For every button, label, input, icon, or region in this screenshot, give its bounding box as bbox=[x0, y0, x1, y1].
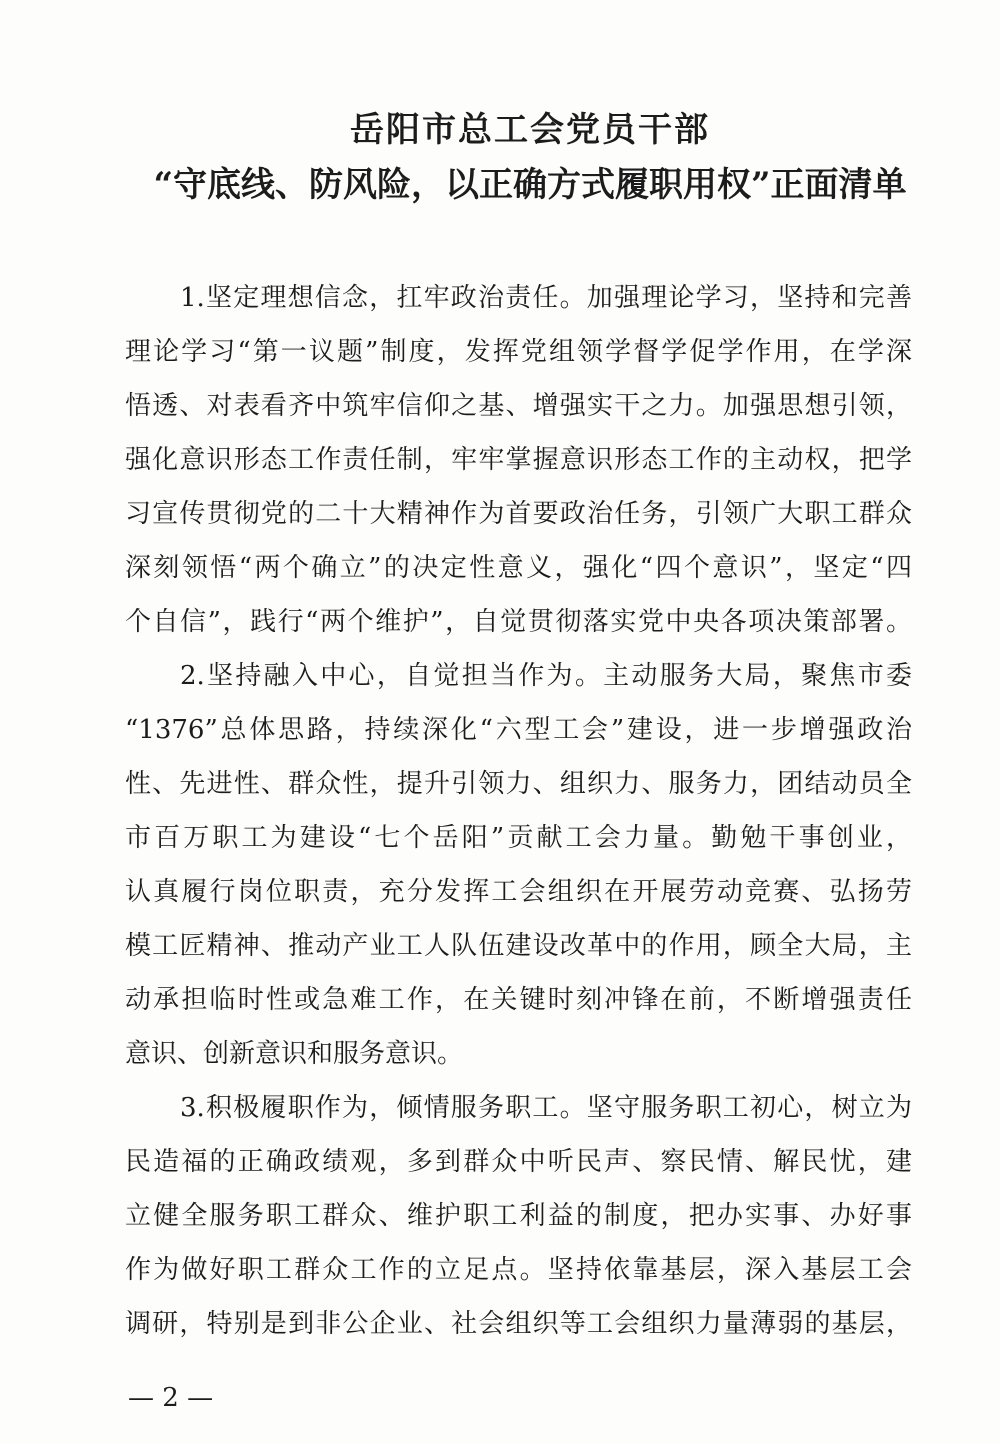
text-line: 民造福的正确政绩观，多到群众中听民声、察民情、解民忧，建 bbox=[125, 1147, 912, 1177]
paragraph-1 bbox=[125, 271, 912, 649]
document-body bbox=[125, 271, 912, 1351]
text-line: 意识、创新意识和服务意识。 bbox=[125, 1039, 464, 1069]
text-line: 调研，特别是到非公企业、社会组织等工会组织力量薄弱的基层， bbox=[125, 1309, 912, 1339]
text-line: 模工匠精神、推动产业工人队伍建设改革中的作用，顾全大局，主 bbox=[125, 931, 912, 961]
text-line: 1.坚定理想信念，扛牢政治责任。加强理论学习，坚持和完善 bbox=[180, 283, 912, 313]
text-line: “1376”总体思路，持续深化“六型工会”建设，进一步增强政治 bbox=[125, 715, 912, 745]
text-line: 悟透、对表看齐中筑牢信仰之基、增强实干之力。加强思想引领， bbox=[125, 391, 912, 421]
text-line: 习宣传贯彻党的二十大精神作为首要政治任务，引领广大职工群众 bbox=[125, 499, 912, 529]
paragraph-3 bbox=[125, 1081, 912, 1351]
text-line: 认真履行岗位职责，充分发挥工会组织在开展劳动竞赛、弘扬劳 bbox=[125, 877, 912, 907]
document-title-line-1: 岳阳市总工会党员干部 bbox=[350, 110, 710, 150]
text-line: 立健全服务职工群众、维护职工利益的制度，把办实事、办好事 bbox=[125, 1201, 912, 1231]
text-line: 性、先进性、群众性，提升引领力、组织力、服务力，团结动员全 bbox=[125, 769, 912, 799]
document-title-line-2: “守底线、防风险，以正确方式履职用权”正面清单 bbox=[153, 165, 907, 205]
text-line: 市百万职工为建设“七个岳阳”贡献工会力量。勤勉干事创业， bbox=[125, 823, 912, 853]
text-line: 3.积极履职作为，倾情服务职工。坚守服务职工初心，树立为 bbox=[180, 1093, 912, 1123]
page-number: — 2 — bbox=[128, 1383, 214, 1413]
text-line: 作为做好职工群众工作的立足点。坚持依靠基层，深入基层工会 bbox=[125, 1255, 912, 1285]
text-line: 个自信”，践行“两个维护”，自觉贯彻落实党中央各项决策部署。 bbox=[125, 607, 912, 637]
text-line: 强化意识形态工作责任制，牢牢掌握意识形态工作的主动权，把学 bbox=[125, 445, 912, 475]
text-line: 动承担临时性或急难工作，在关键时刻冲锋在前，不断增强责任 bbox=[125, 985, 912, 1015]
text-line: 2.坚持融入中心，自觉担当作为。主动服务大局，聚焦市委 bbox=[180, 661, 912, 691]
text-line: 理论学习“第一议题”制度，发挥党组领学督学促学作用，在学深 bbox=[125, 337, 912, 367]
paragraph-2 bbox=[125, 649, 912, 1081]
text-line: 深刻领悟“两个确立”的决定性意义，强化“四个意识”，坚定“四 bbox=[125, 553, 912, 583]
